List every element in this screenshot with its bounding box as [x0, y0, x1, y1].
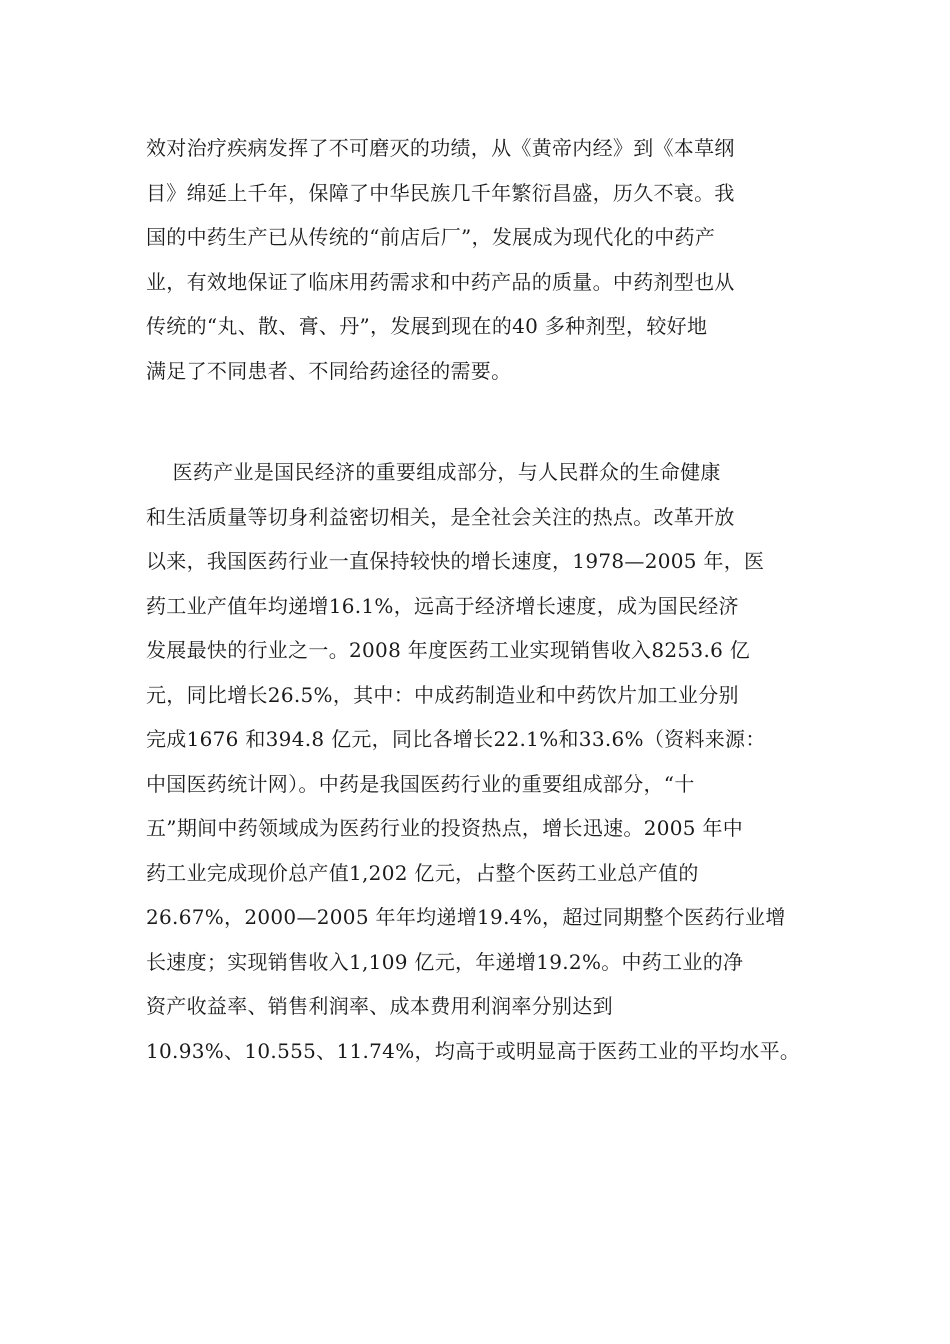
text-line: 和生活质量等切身利益密切相关，是全社会关注的热点。改革开放 — [146, 504, 735, 529]
paragraph — [146, 450, 826, 1073]
paragraph — [146, 126, 826, 393]
text-line: 长速度；实现销售收入1,109 亿元，年递增19.2%。中药工业的净 — [146, 949, 744, 974]
text-line: 传统的“丸、散、膏、丹”，发展到现在的40 多种剂型，较好地 — [146, 314, 708, 338]
text-line: 中国医药统计网）。中药是我国医药行业的重要组成部分，“十 — [146, 771, 695, 796]
text-line: 资产收益率、销售利润率、成本费用利润率分别达到 — [146, 994, 613, 1018]
text-line: 药工业完成现价总产值1,202 亿元，占整个医药工业总产值的 — [146, 860, 699, 885]
text-line: 以来，我国医药行业一直保持较快的增长速度，1978—2005 年，医 — [146, 549, 765, 573]
text-line: 国的中药生产已从传统的“前店后厂”，发展成为现代化的中药产 — [146, 225, 716, 249]
text-line: 业，有效地保证了临床用药需求和中药产品的质量。中药剂型也从 — [146, 269, 735, 294]
text-line: 医药产业是国民经济的重要组成部分，与人民群众的生命健康 — [146, 460, 721, 484]
text-line: 五”期间中药领域成为医药行业的投资热点，增长迅速。2005 年中 — [146, 816, 744, 840]
text-line: 完成1676 和394.8 亿元，同比各增长22.1%和33.6%（资料来源： — [146, 727, 766, 751]
text-line: 目》绵延上千年，保障了中华民族几千年繁衍昌盛，历久不衰。我 — [146, 180, 735, 205]
text-line: 26.67%，2000—2005 年年均递增19.4%，超过同期整个医药行业增 — [146, 905, 786, 929]
text-line: 效对治疗疾病发挥了不可磨灭的功绩，从《黄帝内经》到《本草纲 — [146, 136, 735, 160]
text-line: 药工业产值年均递增16.1%，远高于经济增长速度，成为国民经济 — [146, 593, 739, 618]
text-line: 10.93%、10.555、11.74%，均高于或明显高于医药工业的平均水平。 — [146, 1038, 801, 1063]
text-line: 满足了不同患者、不同给药途径的需要。 — [146, 358, 512, 383]
text-line: 元，同比增长26.5%，其中：中成药制造业和中药饮片加工业分别 — [146, 682, 739, 707]
text-line: 发展最快的行业之一。2008 年度医药工业实现销售收入8253.6 亿 — [146, 638, 751, 662]
